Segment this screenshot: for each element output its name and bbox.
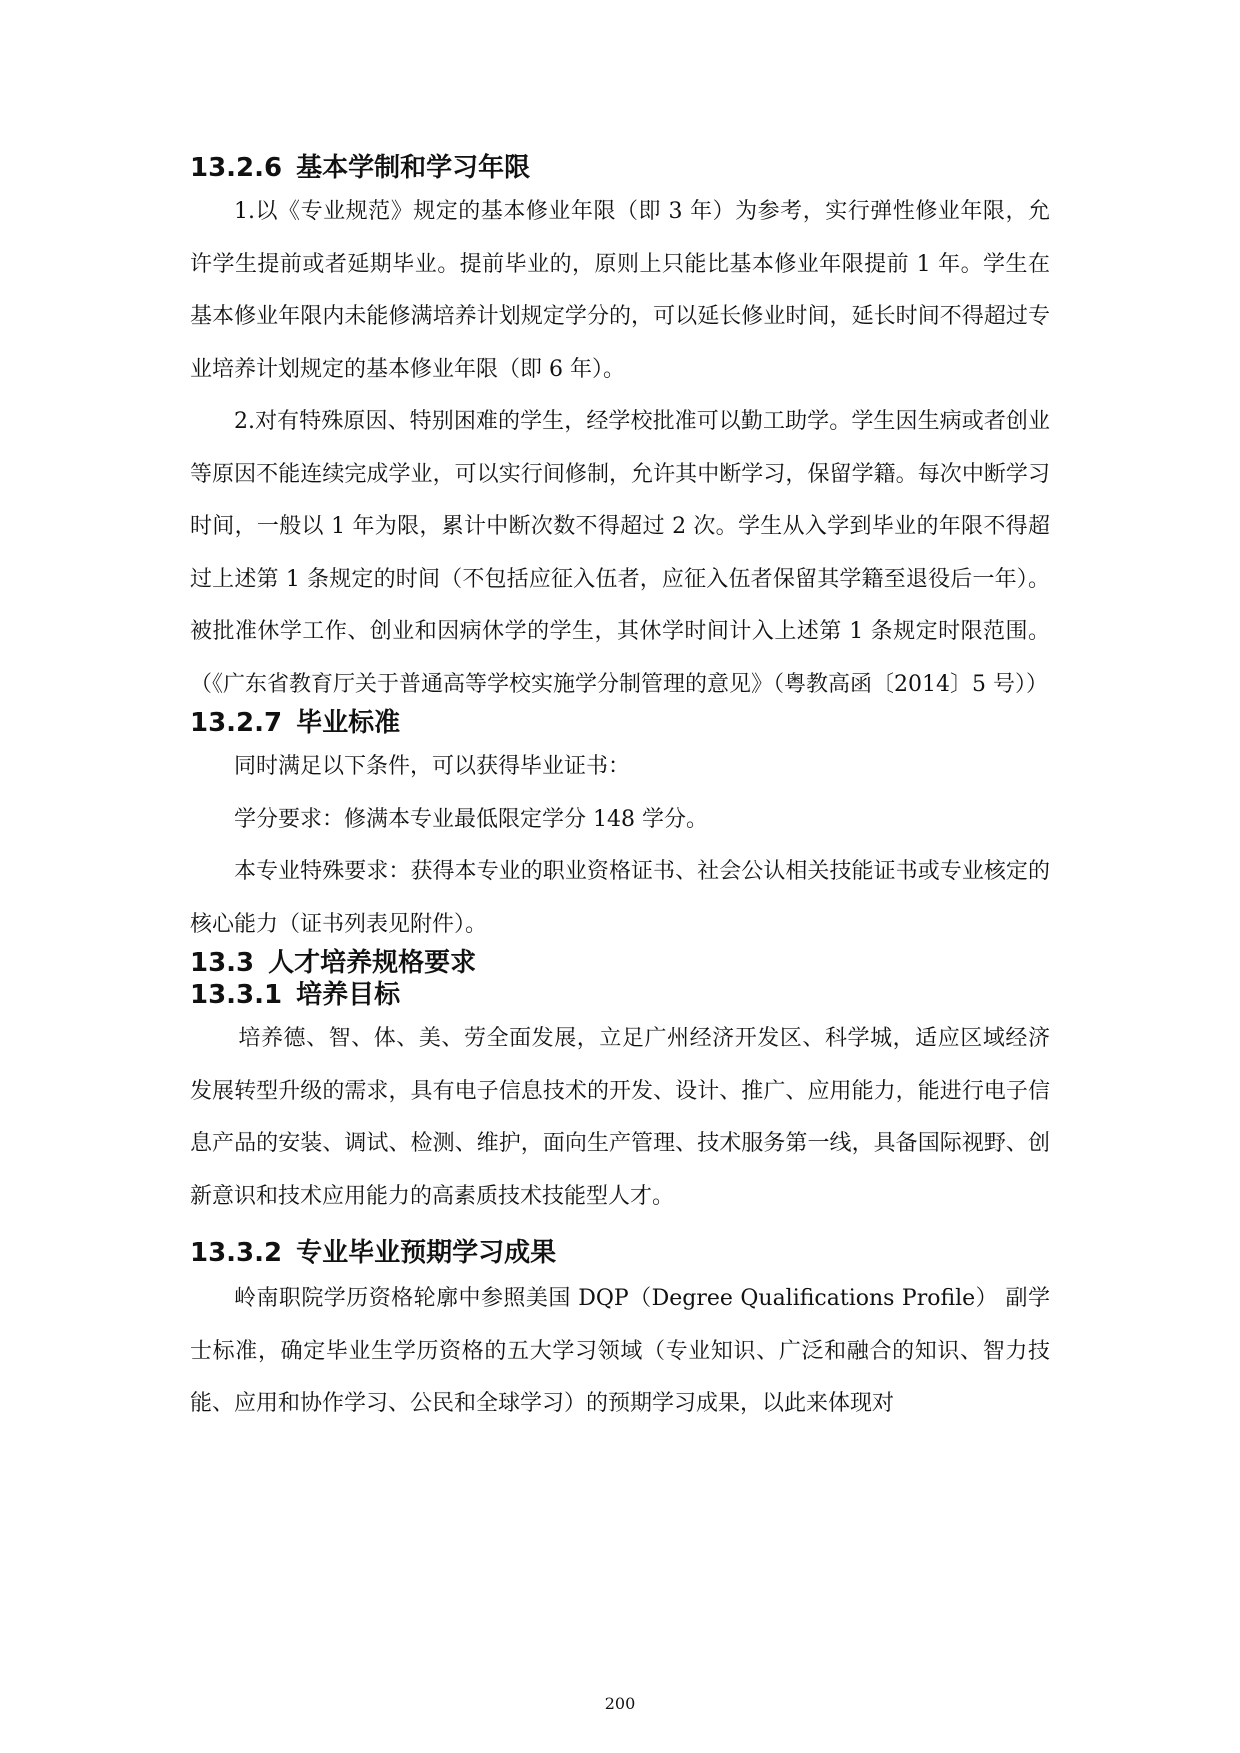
paragraph-learning-outcomes: 岭南职院学历资格轮廓中参照美国 DQP（Degree Qualifications Profile） 副学士标准，确定毕业生学历资格的五大学习领域（专业知识、广泛和融合的知识、智力技能、应用和协作学习、公民和全球学习）的预期学习成果，以此来体现对 <box>190 1286 1050 1416</box>
section-title: 培养目标 <box>296 980 401 1010</box>
section-heading-13-3 <box>190 945 1050 981</box>
section-number: 13.3 <box>190 948 255 978</box>
section-number: 13.2.6 <box>190 153 283 183</box>
section-title: 毕业标准 <box>296 708 401 738</box>
paragraph-graduation-conditions: 同时满足以下条件，可以获得毕业证书： <box>234 754 631 779</box>
paragraph-special-circumstances: 2.对有特殊原因、特别困难的学生，经学校批准可以勤工助学。学生因生病或者创业等原因不能连续完成学业，可以实行间修制，允许其中断学习，保留学籍。每次中断学习时间，一般以 1 年为限，累计中断次数不得超过 2 次。学生从入学到毕业的年限不得超过上述第 1 条规定的时间（不包括应征入伍者，应征入伍者保留其学籍至退役后一年）。被批准休学工作、创业和因病休学的学生，其休学时间计入上述第 1 条规定时限范围。（《广东省教育厅关于普通高等学校实施学分制管理的意见》（粤教高函〔2014〕5 号）） <box>190 409 1050 697</box>
section-heading-13-2-6 <box>190 150 1050 186</box>
section-title: 基本学制和学习年限 <box>296 153 531 183</box>
page-content <box>190 150 1050 1431</box>
paragraph-study-years: 1.以《专业规范》规定的基本修业年限（即 3 年）为参考，实行弹性修业年限，允许学生提前或者延期毕业。提前毕业的，原则上只能比基本修业年限提前 1 年。学生在基本修业年限内未能修满培养计划规定学分的，可以延长修业时间，延长时间不得超过专业培养计划规定的基本修业年限（即 6 年）。 <box>190 199 1050 382</box>
paragraph-special-requirement: 本专业特殊要求：获得本专业的职业资格证书、社会公认相关技能证书或专业核定的核心能力（证书列表见附件）。 <box>190 859 1050 937</box>
section-number: 13.3.2 <box>190 1238 283 1268</box>
section-title: 专业毕业预期学习成果 <box>296 1238 557 1268</box>
page-number: 200 <box>604 1694 636 1713</box>
section-title: 人才培养规格要求 <box>268 948 477 978</box>
section-number: 13.2.7 <box>190 708 283 738</box>
paragraph-training-goal: 培养德、智、体、美、劳全面发展，立足广州经济开发区、科学城，适应区域经济发展转型升级的需求，具有电子信息技术的开发、设计、推广、应用能力，能进行电子信息产品的安装、调试、检测、维护，面向生产管理、技术服务第一线，具备国际视野、创新意识和技术应用能力的高素质技术技能型人才。 <box>190 1026 1050 1209</box>
section-number: 13.3.1 <box>190 980 283 1010</box>
section-heading-13-3-2 <box>190 1235 1050 1271</box>
paragraph-credit-requirement: 学分要求：修满本专业最低限定学分 148 学分。 <box>234 806 708 832</box>
section-heading-13-3-1 <box>190 977 1050 1013</box>
